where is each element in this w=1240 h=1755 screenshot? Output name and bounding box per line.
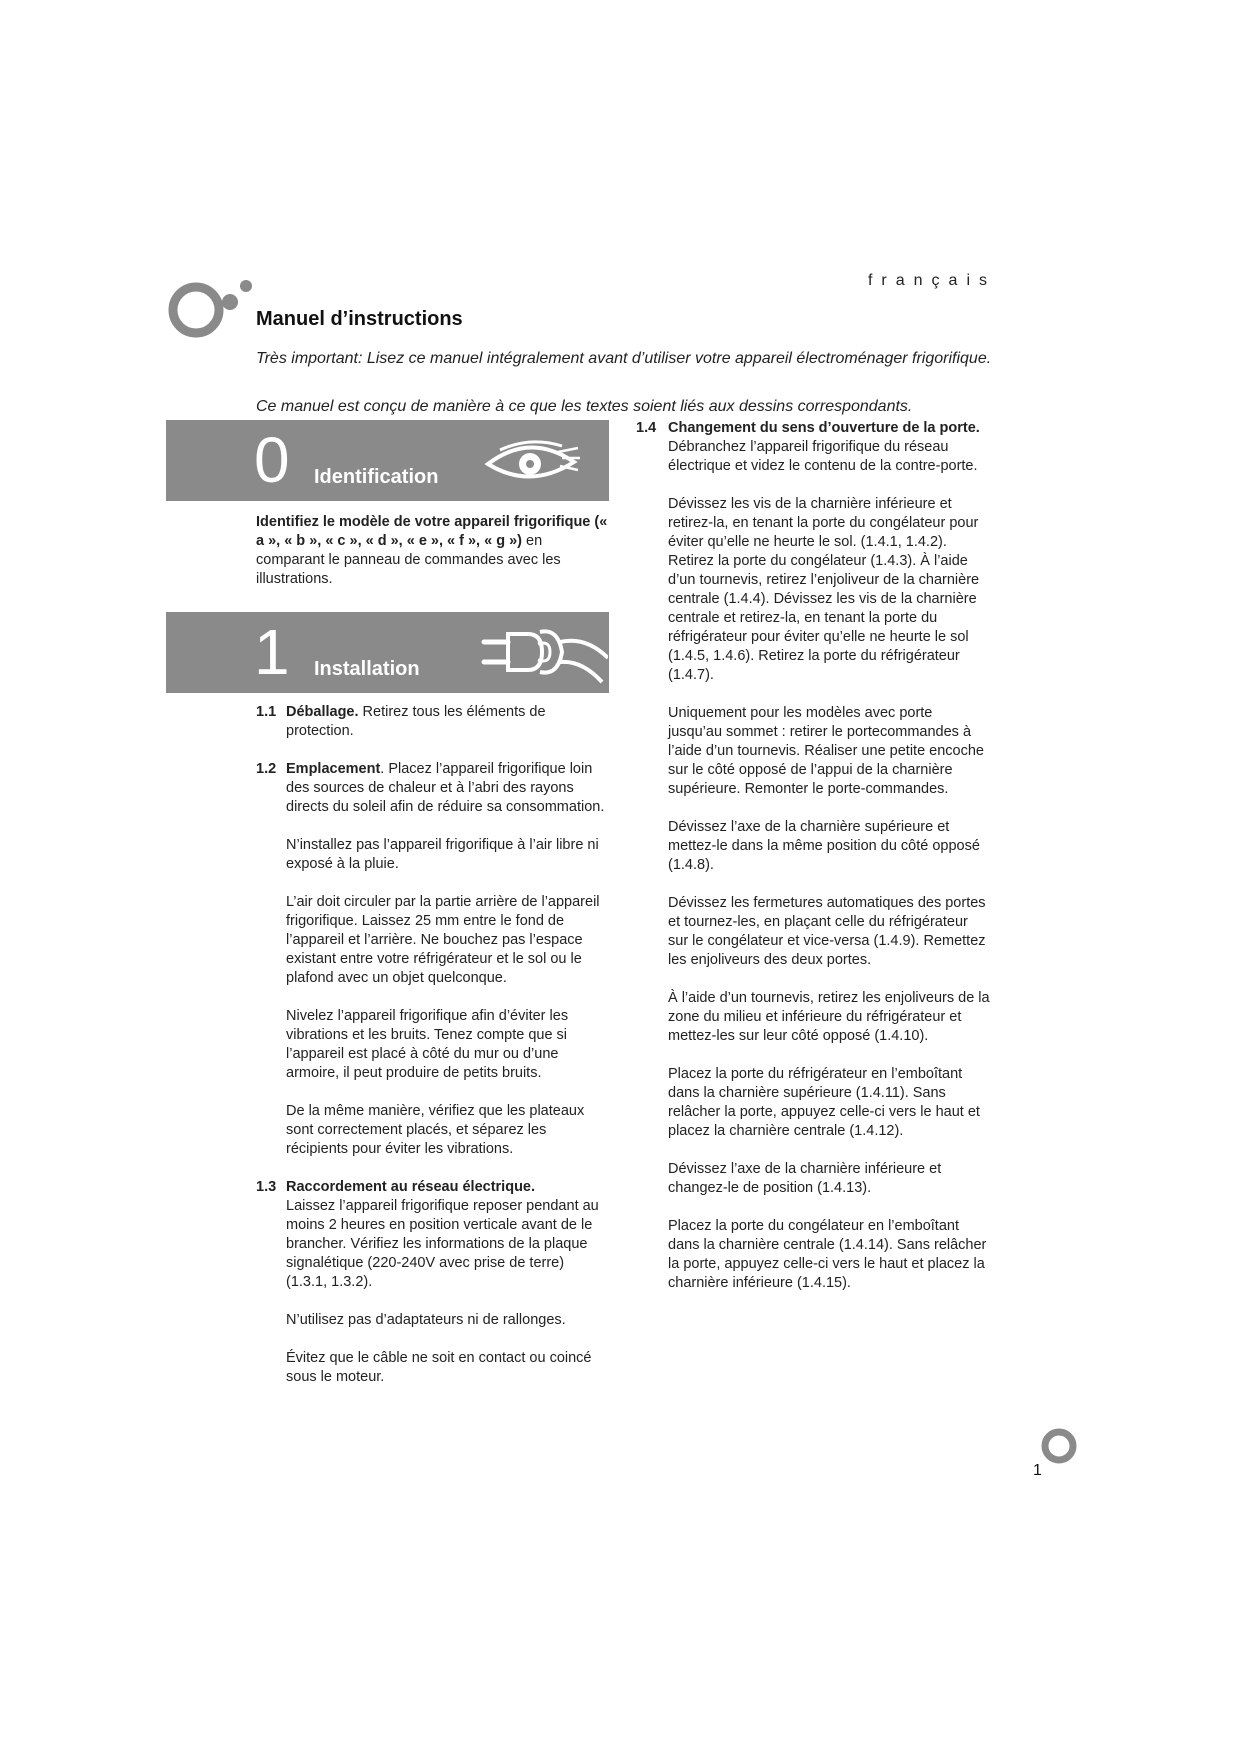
paragraph: De la même manière, vérifiez que les plateaux sont correctement placés, et séparez les récipients pour éviter les vibrations. [286,1103,585,1157]
identification-text [256,513,608,589]
section-number: 1.3 [256,1179,277,1195]
section-title: Déballage. [286,704,359,720]
paragraph: Dévissez l’axe de la charnière inférieure et changez-le de position (1.4.13). [668,1161,942,1196]
paragraph: À l’aide d’un tournevis, retirez les enjoliveurs de la zone du milieu et inférieure du réfrigérateur et mettez-les sur leur côté opposé (1.4.10). [668,990,990,1044]
section-label: Installation [314,658,420,680]
paragraph: Évitez que le câble ne soit en contact ou coincé sous le moteur. [286,1350,592,1385]
installation-right-column [638,419,990,1293]
section-1-3 [256,1178,608,1387]
paragraph: Nivelez l’appareil frigorifique afin d’éviter les vibrations et les bruits. Tenez compte que si l’appareil est placé à côté du mur ou d’une armoire, il peut produire de petits bruits. [286,1008,569,1081]
paragraph: L’air doit circuler par la partie arrière de l’appareil frigorifique. Laissez 25 mm entre le fond de l’appareil et l’arrière. Ne bouchez pas l’espace existant entre votre réfrigérateur et le sol ou le plafond avec un objet quelconque. [286,894,600,986]
paragraph: Placez la porte du congélateur en l’emboîtant dans la charnière centrale (1.4.14). Sans relâcher la porte, appuyez celle-ci vers le haut et placez la charnière inférieure (1.4.15). [668,1218,987,1291]
section-text: . Placez l’appareil frigorifique loin des sources de chaleur et à l’abri des rayons directs du soleil afin de réduire sa consommation. [286,761,605,815]
page-number: 1 [1033,1462,1042,1479]
identification-banner [166,420,609,501]
section-text: Débranchez l’appareil frigorifique du réseau électrique et videz le contenu de la contre-porte. [668,439,978,474]
language-label: français [867,272,996,289]
section-text: Laissez l’appareil frigorifique reposer pendant au moins 2 heures en position verticale avant de le brancher. Vérifiez les informations de la plaque signalétique (220-240V avec prise de terre) (1.3.1, 1.3.2). [286,1198,599,1290]
intro-note: Ce manuel est conçu de manière à ce que les textes soient liés aux dessins correspondants. [256,398,913,415]
paragraph: N’utilisez pas d’adaptateurs ni de rallonges. [286,1312,566,1328]
paragraph: Uniquement pour les modèles avec porte jusqu’au sommet : retirer le portecommandes à l’aide d’un tournevis. Réaliser une petite encoche sur le côté opposé de l’appui de la charnière supérieure. Remonter le porte-commandes. [668,705,984,797]
section-number: 1.4 [636,420,657,436]
section-1-2 [256,760,608,1159]
identification-bold: Identifiez le modèle de votre appareil frigorifique (« a », « b », « c », « d », « e », « f », « g ») [256,514,608,549]
section-title: Raccordement au réseau électrique. [286,1179,536,1195]
paragraph: N’installez pas l’appareil frigorifique à l’air libre ni exposé à la pluie. [286,837,599,872]
eye-icon [482,436,582,488]
installation-banner [166,612,609,693]
page-circle-icon [1040,1427,1078,1465]
section-1-1 [256,703,608,741]
section-label: Identification [314,466,439,488]
plug-icon [478,620,608,686]
paragraph: Dévissez les vis de la charnière inférieure et retirez-la, en tenant la porte du congélateur pour éviter qu’elle ne heurte le sol. (1.4.1, 1.4.2). Retirez la porte du congélateur (1.4.3). À l’aide d’un tournevis, retirez l’enjoliveur de la charnière centrale (1.4.4). Dévissez les vis de la charnière centrale et retirez-la, en tenant la porte du réfrigérateur pour éviter qu’elle ne heurte le sol (1.4.5, 1.4.6). Retirez la porte du réfrigérateur (1.4.7). [668,496,980,683]
paragraph: Dévissez les fermetures automatiques des portes et tournez-les, en plaçant celle du réfrigérateur sur le congélateur et vice-versa (1.4.9). Remettez les enjoliveurs des deux portes. [668,895,986,968]
page-title: Manuel d’instructions [256,308,463,330]
circle-logo-icon [168,276,258,340]
installation-left-column [256,703,608,1387]
paragraph: Dévissez l’axe de la charnière supérieure et mettez-le dans la même position du côté opposé (1.4.8). [668,819,980,873]
identification-rest: en comparant le panneau de commandes avec les illustrations. [256,533,561,587]
section-number: 1 [254,616,290,688]
intro-warning: Très important: Lisez ce manuel intégralement avant d’utiliser votre appareil électroménager frigorifique. [256,350,992,367]
section-1-4 [638,419,990,1293]
section-number: 1.2 [256,761,277,777]
section-text: Retirez tous les éléments de protection. [286,704,546,739]
section-number: 0 [254,424,290,496]
paragraph: Placez la porte du réfrigérateur en l’emboîtant dans la charnière supérieure (1.4.11). Sans relâcher la porte, appuyez celle-ci vers le haut et placez la charnière centrale (1.4.12). [668,1066,980,1139]
section-title: Emplacement [286,761,381,777]
section-title: Changement du sens d’ouverture de la porte. [668,420,980,436]
section-number: 1.1 [256,704,277,720]
